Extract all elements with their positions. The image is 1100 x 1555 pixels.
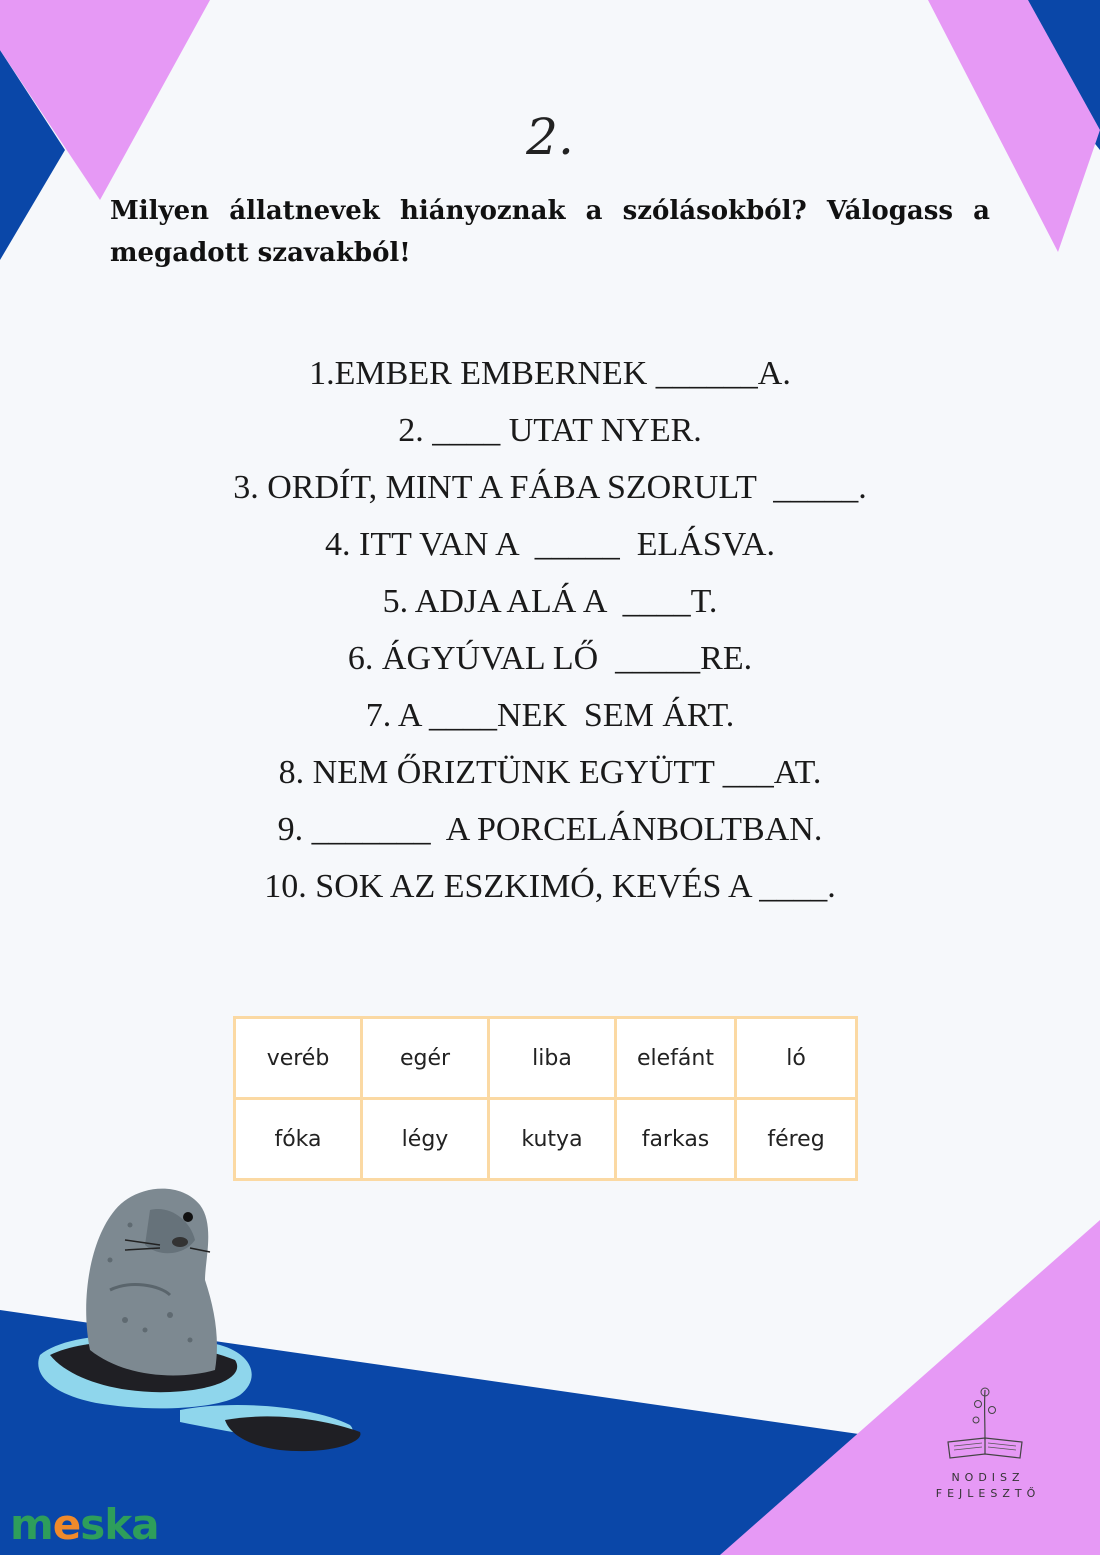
sentence-item: 1.EMBER EMBERNEK ______A. bbox=[309, 355, 791, 392]
sentence-list bbox=[0, 345, 1100, 915]
word-cell: fóka bbox=[235, 1099, 362, 1180]
word-cell: féreg bbox=[736, 1099, 857, 1180]
sentence-item: 7. A ____NEK SEM ÁRT. bbox=[365, 697, 735, 734]
word-cell: veréb bbox=[235, 1018, 362, 1099]
word-cell: egér bbox=[362, 1018, 489, 1099]
book-flower-icon bbox=[940, 1380, 1030, 1470]
sentence-item: 10. SOK AZ ESZKIMÓ, KEVÉS A ____. bbox=[264, 868, 836, 905]
word-cell: légy bbox=[362, 1099, 489, 1180]
word-cell: farkas bbox=[616, 1099, 736, 1180]
sentence-item: 2. ____ UTAT NYER. bbox=[398, 412, 702, 449]
nodisz-logo-line: NODISZ bbox=[951, 1471, 1025, 1484]
sentence-item: 5. ADJA ALÁ A ____T. bbox=[382, 583, 718, 620]
word-bank-table bbox=[233, 1016, 858, 1181]
bottom-right-pink-triangle bbox=[720, 1220, 1100, 1555]
word-cell: liba bbox=[489, 1018, 616, 1099]
nodisz-logo-text bbox=[928, 1470, 1048, 1502]
meska-logo-e: e bbox=[52, 1500, 81, 1549]
sentence-item: 9. _______ A PORCELÁNBOLTBAN. bbox=[277, 811, 823, 848]
sentence-item: 3. ORDÍT, MINT A FÁBA SZORULT _____. bbox=[233, 469, 867, 506]
word-bank-row bbox=[235, 1099, 857, 1180]
word-cell: kutya bbox=[489, 1099, 616, 1180]
nodisz-logo-line: FEJLESZTŐ bbox=[935, 1487, 1041, 1500]
page-number: 2. bbox=[526, 108, 574, 166]
word-bank-row bbox=[235, 1018, 857, 1099]
meska-logo-rest: ska bbox=[80, 1500, 159, 1549]
meska-logo-m: m bbox=[10, 1500, 53, 1549]
sentence-item: 8. NEM ŐRIZTÜNK EGYÜTT ___AT. bbox=[278, 754, 822, 791]
meska-logo bbox=[10, 1500, 159, 1549]
word-cell: ló bbox=[736, 1018, 857, 1099]
word-cell: elefánt bbox=[616, 1018, 736, 1099]
task-instructions: Milyen állatnevek hiányoznak a szólásokból? Válogass a megadott szavakból! bbox=[110, 196, 990, 268]
sentence-item: 6. ÁGYÚVAL LŐ _____RE. bbox=[347, 640, 753, 677]
sentence-item: 4. ITT VAN A _____ ELÁSVA. bbox=[325, 526, 775, 563]
seal-illustration bbox=[30, 1180, 370, 1460]
